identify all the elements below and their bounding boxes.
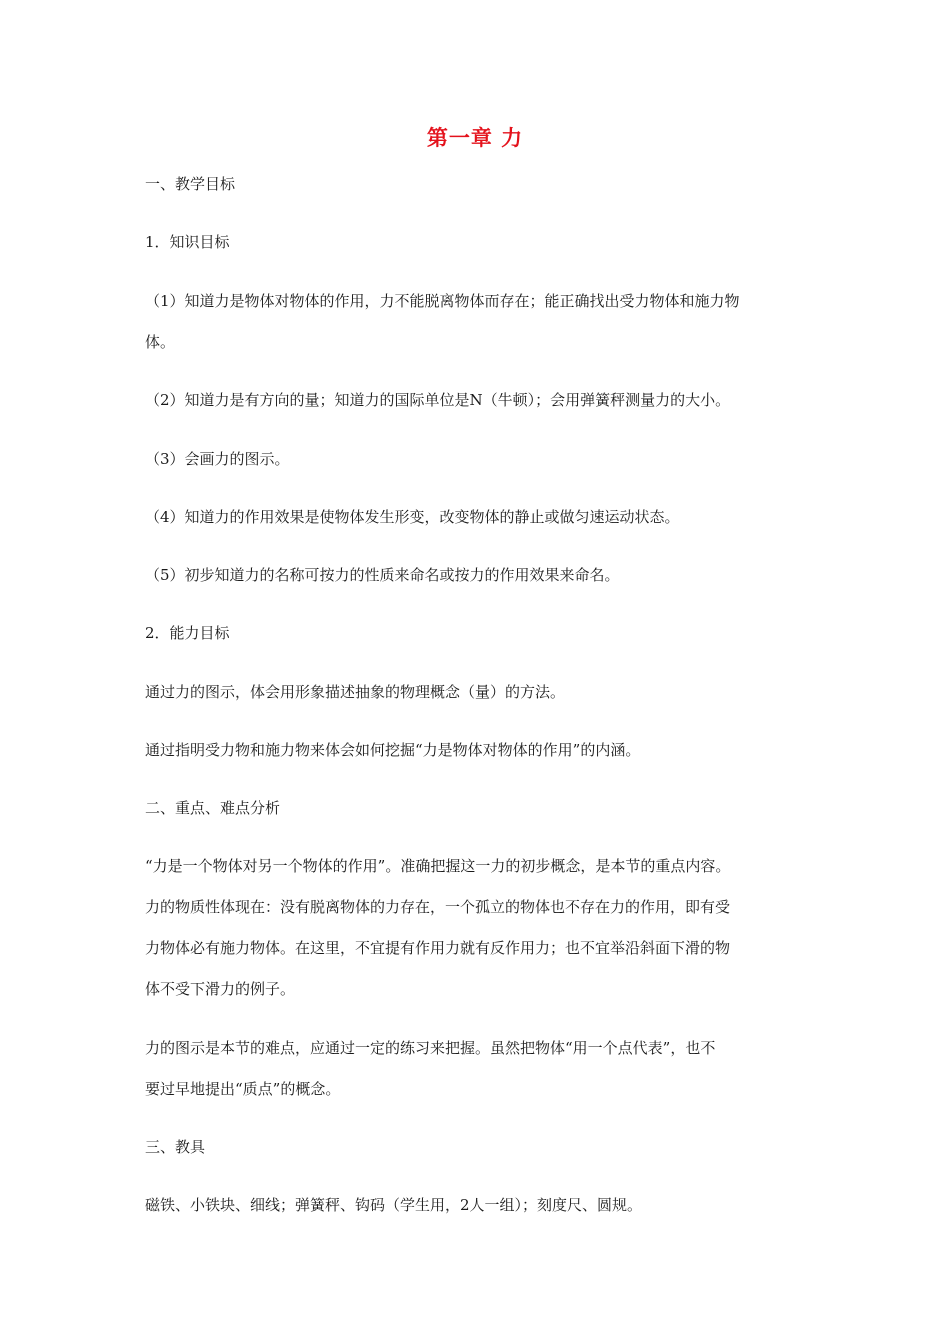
ability-goal-2: 通过指明受力物和施力物来体会如何挖掘“力是物体对物体的作用”的内涵。: [145, 741, 641, 759]
section-heading-teaching-aids: 三、教具: [145, 1138, 206, 1156]
section-heading-key-points: 二、重点、难点分析: [145, 799, 281, 817]
chapter-title: 第一章 力: [426, 126, 524, 150]
knowledge-goal-2: （2）知道力是有方向的量；知道力的国际单位是N（牛顿）；会用弹簧秤测量力的大小。: [145, 391, 731, 409]
key-points-paragraph-2-line-1: 力的图示是本节的难点，应通过一定的练习来把握。虽然把物体“用一个点代表”，也不: [145, 1039, 716, 1057]
knowledge-goal-1-line-1: （1）知道力是物体对物体的作用，力不能脱离物体而存在；能正确找出受力物体和施力物: [145, 292, 740, 310]
key-points-paragraph-1-line-3: 力物体必有施力物体。在这里，不宜提有作用力就有反作用力；也不宜举沿斜面下滑的物: [145, 939, 731, 957]
subsection-heading-ability-goals: 2．能力目标: [145, 624, 230, 642]
subsection-heading-knowledge-goals: 1．知识目标: [145, 233, 230, 251]
teaching-aids-list: 磁铁、小铁块、细线；弹簧秤、钩码（学生用，2人一组）；刻度尺、圆规。: [145, 1196, 643, 1214]
key-points-paragraph-1-line-4: 体不受下滑力的例子。: [145, 980, 296, 998]
key-points-paragraph-1-line-1: “力是一个物体对另一个物体的作用”。准确把握这一力的初步概念，是本节的重点内容。: [145, 857, 731, 875]
key-points-paragraph-2-line-2: 要过早地提出“质点”的概念。: [145, 1080, 341, 1098]
section-heading-teaching-goals: 一、教学目标: [145, 175, 236, 193]
knowledge-goal-3: （3）会画力的图示。: [145, 450, 290, 468]
knowledge-goal-1-line-2: 体。: [145, 333, 176, 351]
knowledge-goal-5: （5）初步知道力的名称可按力的性质来命名或按力的作用效果来命名。: [145, 566, 620, 584]
knowledge-goal-4: （4）知道力的作用效果是使物体发生形变，改变物体的静止或做匀速运动状态。: [145, 508, 680, 526]
ability-goal-1: 通过力的图示，体会用形象描述抽象的物理概念（量）的方法。: [145, 683, 566, 701]
key-points-paragraph-1-line-2: 力的物质性体现在：没有脱离物体的力存在，一个孤立的物体也不存在力的作用，即有受: [145, 898, 731, 916]
